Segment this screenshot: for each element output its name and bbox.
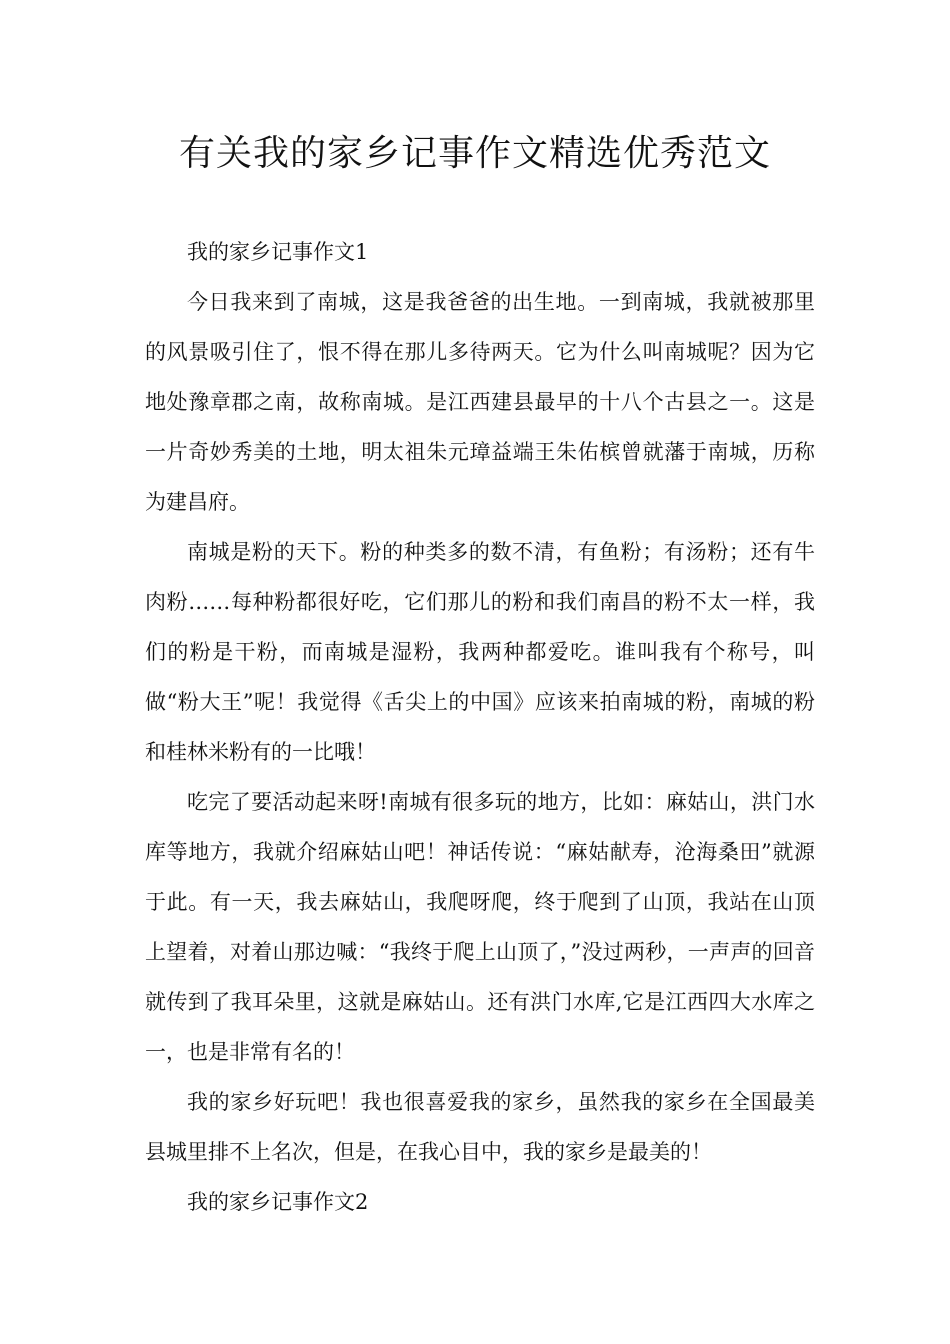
paragraph-conclusion: 我的家乡好玩吧！我也很喜爱我的家乡，虽然我的家乡在全国最美县城里排不上名次，但是，在我心目中，我的家乡是最美的！	[145, 1090, 815, 1164]
paragraph-noodles: 南城是粉的天下。粉的种类多的数不清，有鱼粉；有汤粉；还有牛肉粉……每种粉都很好吃，它们那儿的粉和我们南昌的粉不太一样，我们的粉是干粉，而南城是湿粉，我两种都爱吃。谁叫我有个称号，叫做“粉大王”呢！我觉得《舌尖上的中国》应该来拍南城的粉，南城的粉和桂林米粉有的一比哦！	[145, 540, 815, 764]
paragraph-magu-mountain: 吃完了要活动起来呀!南城有很多玩的地方，比如：麻姑山，洪门水库等地方，我就介绍麻姑山吧！神话传说：“麻姑献寿，沧海桑田”就源于此。有一天，我去麻姑山，我爬呀爬，终于爬到了山顶，我站在山顶上望着，对着山那边喊：“我终于爬上山顶了，”没过两秒，一声声的回音就传到了我耳朵里，这就是麻姑山。还有洪门水库,它是江西四大水库之一，也是非常有名的！	[145, 790, 815, 1064]
document-body	[145, 227, 815, 1227]
document-title: 有关我的家乡记事作文精选优秀范文	[178, 133, 771, 174]
section-heading-2: 我的家乡记事作文2	[187, 1190, 369, 1214]
paragraph-intro: 今日我来到了南城，这是我爸爸的出生地。一到南城，我就被那里的风景吸引住了，恨不得在那儿多待两天。它为什么叫南城呢？因为它地处豫章郡之南，故称南城。是江西建县最早的十八个古县之一。这是一片奇妙秀美的土地，明太祖朱元璋益端王朱佑槟曾就藩于南城，历称为建昌府。	[145, 290, 815, 514]
section-heading-1: 我的家乡记事作文1	[187, 240, 369, 264]
